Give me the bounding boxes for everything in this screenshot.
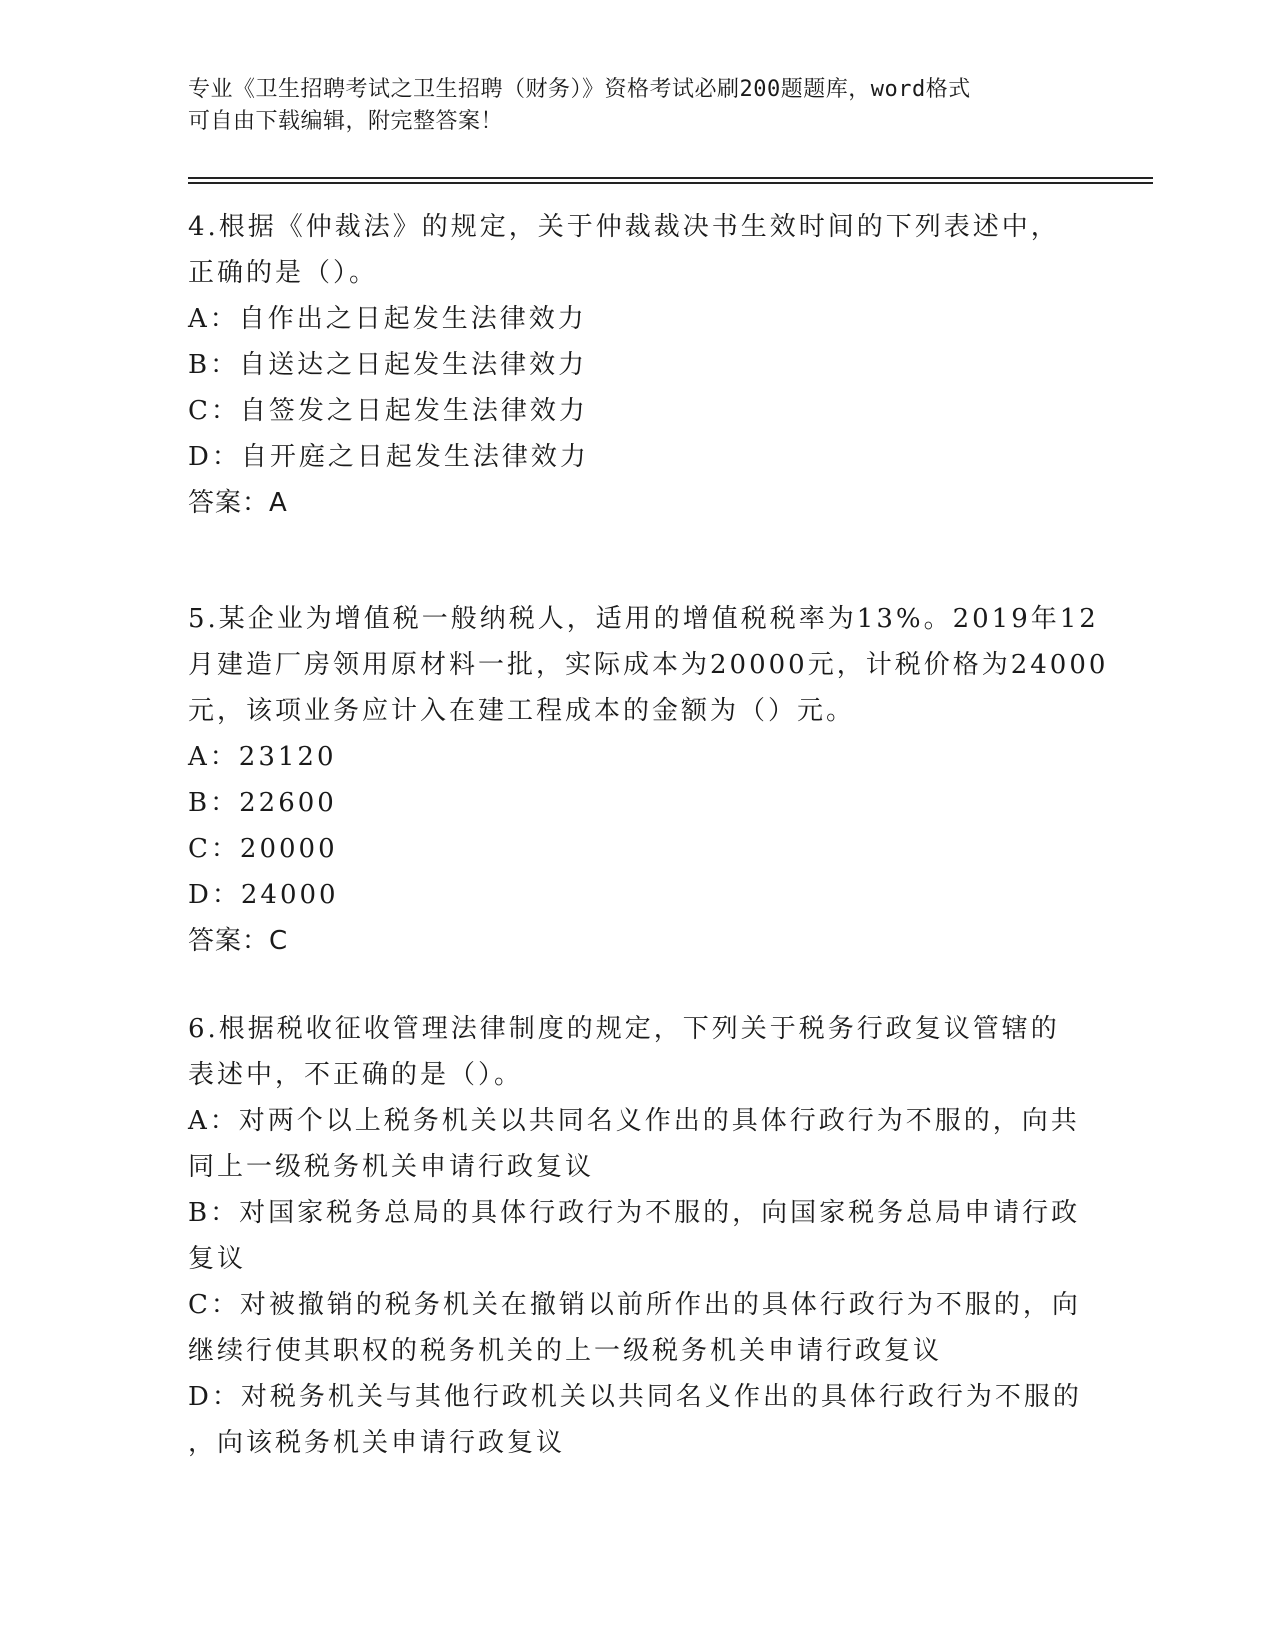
header-divider-bottom — [188, 182, 1153, 184]
question-5-stem-line-2: 月建造厂房领用原材料一批，实际成本为20000元，计税价格为24000 — [188, 650, 1109, 680]
question-5-stem-line-1: 5.某企业为增值税一般纳税人，适用的增值税税率为13%。2019年12 — [188, 604, 1099, 634]
question-5-option-a — [188, 734, 1088, 780]
header-title-line-1: 专业《卫生招聘考试之卫生招聘（财务）》资格考试必刷200题题库，word格式 — [188, 77, 971, 102]
question-4-stem-line-2: 正确的是（）。 — [188, 258, 379, 288]
option-key: B： — [188, 788, 240, 818]
question-4-option-d — [188, 434, 1088, 480]
option-text: 20000 — [239, 834, 338, 864]
question-4-stem-line-1: 4.根据《仲裁法》的规定，关于仲裁裁决书生效时间的下列表述中， — [188, 212, 1060, 242]
question-4-option-a — [188, 296, 1088, 342]
question-6-option-a-line-2: 同上一级税务机关申请行政复议 — [188, 1152, 595, 1182]
option-key: D： — [188, 880, 241, 910]
question-5-answer: 答案：C — [188, 926, 289, 956]
question-5 — [188, 596, 1109, 964]
question-4 — [188, 204, 1088, 526]
option-text: 24000 — [240, 880, 339, 910]
option-text: 自作出之日起发生法律效力 — [238, 304, 587, 334]
question-5-option-b — [188, 780, 1088, 826]
question-4-answer: 答案：A — [188, 488, 288, 518]
option-text: 对被撤销的税务机关在撤销以前所作出的具体行政行为不服的，向 — [239, 1290, 1081, 1320]
question-6-stem-line-1: 6.根据税收征收管理法律制度的规定，下列关于税务行政复议管辖的 — [188, 1014, 1060, 1044]
option-text: 自送达之日起发生法律效力 — [239, 350, 588, 380]
question-6-option-b-line-2: 复议 — [188, 1244, 247, 1274]
option-text: 自签发之日起发生法律效力 — [239, 396, 588, 426]
header-title-line-2: 可自由下载编辑，附完整答案！ — [188, 109, 504, 134]
question-6-option-c-line-2: 继续行使其职权的税务机关的上一级税务机关申请行政复议 — [188, 1336, 943, 1366]
option-key: D： — [188, 1382, 241, 1412]
question-5-option-c — [188, 826, 1088, 872]
option-text: 对两个以上税务机关以共同名义作出的具体行政行为不服的，向共 — [238, 1106, 1080, 1136]
option-text: 自开庭之日起发生法律效力 — [240, 442, 589, 472]
question-4-option-c — [188, 388, 1088, 434]
option-key: C： — [188, 396, 240, 426]
option-text: 23120 — [238, 742, 337, 772]
option-key: A： — [188, 742, 239, 772]
option-text: 对税务机关与其他行政机关以共同名义作出的具体行政行为不服的 — [240, 1382, 1082, 1412]
question-5-option-d — [188, 872, 1088, 918]
option-key: B： — [188, 1198, 240, 1228]
question-6-option-c-line-1 — [188, 1282, 1088, 1328]
question-6-option-d-line-1 — [188, 1374, 1088, 1420]
question-6-option-d-line-2: ，向该税务机关申请行政复议 — [188, 1428, 566, 1458]
question-6-option-b-line-1 — [188, 1190, 1088, 1236]
option-key: A： — [188, 1106, 239, 1136]
question-6 — [188, 1006, 1088, 1466]
question-6-stem-line-2: 表述中，不正确的是（）。 — [188, 1060, 524, 1090]
question-4-option-b — [188, 342, 1088, 388]
option-key: C： — [188, 1290, 240, 1320]
document-header — [188, 74, 1078, 138]
header-divider-top — [188, 177, 1153, 179]
question-6-option-a-line-1 — [188, 1098, 1088, 1144]
option-key: B： — [188, 350, 240, 380]
option-key: C： — [188, 834, 240, 864]
option-text: 22600 — [239, 788, 337, 818]
option-text: 对国家税务总局的具体行政行为不服的，向国家税务总局申请行政 — [239, 1198, 1081, 1228]
option-key: A： — [188, 304, 239, 334]
option-key: D： — [188, 442, 241, 472]
question-5-stem-line-3: 元，该项业务应计入在建工程成本的金额为（）元。 — [188, 696, 856, 726]
